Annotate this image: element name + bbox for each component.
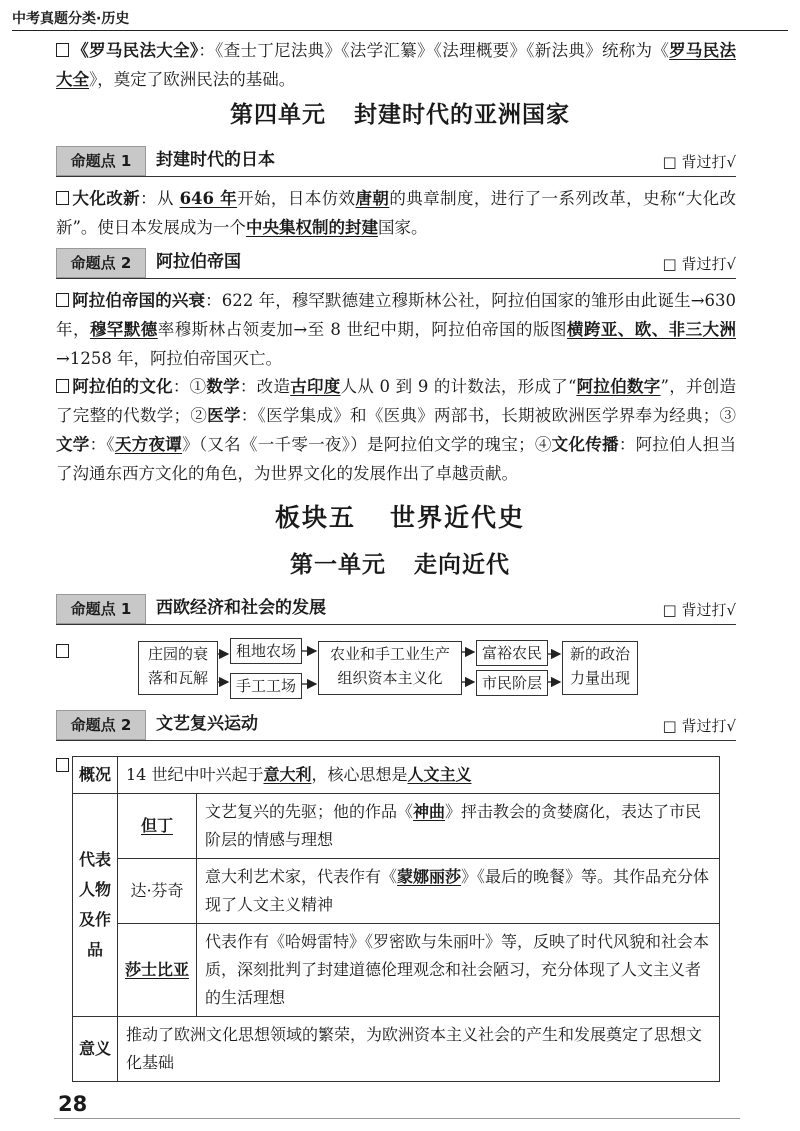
meaning-label: 意义 — [73, 1017, 118, 1082]
table-row — [73, 1017, 720, 1082]
flow-box-workshop: 手工工场 — [230, 673, 302, 699]
topic-bar-renaissance — [56, 710, 736, 741]
running-header: 中考真题分类·历史 — [12, 11, 130, 27]
flow-box-rich-peasants: 富裕农民 — [476, 640, 548, 666]
checkbox-icon[interactable] — [56, 758, 69, 772]
figure-name: 达·芬奇 — [118, 859, 197, 924]
unit-1-title: 第一单元 走向近代 — [290, 552, 510, 578]
table-row — [73, 757, 720, 794]
roman-law-paragraph: 《罗马民法大全》：《查士丁尼法典》《法学汇纂》《法理概要》《新法典》统称为《罗马民法大全》，奠定了欧洲民法的基础。 — [56, 41, 737, 89]
page-number: 28 — [58, 1092, 88, 1116]
topic-label: 命题点 1 — [56, 594, 146, 624]
flow-box-leased-farm: 租地农场 — [230, 638, 302, 664]
topic-title: 西欧经济和社会的发展 — [156, 598, 326, 618]
flow-box-manor-decline: 庄园的衰 落和瓦解 — [138, 641, 218, 695]
topic-title: 阿拉伯帝国 — [156, 252, 241, 272]
unit-4-title: 第四单元 封建时代的亚洲国家 — [230, 102, 570, 128]
table-row — [73, 794, 720, 859]
figure-description: 意大利艺术家，代表作有《蒙娜丽莎》《最后的晚餐》等。其作品充分体现了人文主义精神 — [197, 859, 720, 924]
topic-label: 命题点 1 — [56, 146, 146, 176]
table-row — [73, 924, 720, 1017]
block-5-title: 板块五 世界近代史 — [274, 503, 526, 532]
table-row — [73, 859, 720, 924]
memorized-checkbox[interactable]: □ 背过打√ — [662, 601, 736, 619]
overview-label: 概况 — [73, 757, 118, 794]
renaissance-table — [72, 756, 720, 1082]
figure-name: 但丁 — [118, 794, 197, 859]
figure-description: 代表作有《哈姆雷特》《罗密欧与朱丽叶》等，反映了时代风貌和社会本质，深刻批判了封建道德伦理观念和社会陋习，充分体现了人文主义者的生活理想 — [197, 924, 720, 1017]
figure-description: 文艺复兴的先驱；他的作品《神曲》抨击教会的贪婪腐化，表达了市民阶层的情感与理想 — [197, 794, 720, 859]
topic-label: 命题点 2 — [56, 248, 146, 278]
topic-label: 命题点 2 — [56, 710, 146, 740]
memorized-checkbox[interactable]: □ 背过打√ — [662, 255, 736, 273]
figures-label: 代表人物及作品 — [73, 794, 118, 1017]
taika-reform-paragraph: 大化改新：从 646 年开始，日本仿效唐朝的典章制度，进行了一系列改革，史称“大化改新”。使日本发展成为一个中央集权制的封建国家。 — [56, 189, 737, 237]
flow-box-citizen-class: 市民阶层 — [476, 670, 548, 696]
footer-divider — [54, 1118, 740, 1119]
memorized-checkbox[interactable]: □ 背过打√ — [662, 153, 736, 171]
arab-culture-paragraph: 阿拉伯的文化：①数学：改造古印度人从 0 到 9 的计数法，形成了“阿拉伯数字”，并创造了完整的代数学；②医学：《医学集成》和《医典》两部书，长期被欧洲医学界奉为经典；③文学：《天方夜谭》（又名《一千零一夜》）是阿拉伯文学的瑰宝；④文化传播：阿拉伯人担当了沟通东西方文化的角色，为世界文化的发展作出了卓越贡献。 — [56, 377, 737, 483]
topic-title: 封建时代的日本 — [156, 150, 275, 170]
arab-rise-paragraph: 阿拉伯帝国的兴衰：622 年，穆罕默德建立穆斯林公社，阿拉伯国家的雏形由此诞生→630 年，穆罕默德率穆斯林占领麦加→至 8 世纪中期，阿拉伯帝国的版图横跨亚、欧、非三大洲→1258 年，阿拉伯帝国灭亡。 — [56, 291, 737, 368]
flow-box-new-political-force: 新的政治 力量出现 — [562, 641, 638, 695]
memorized-checkbox[interactable]: □ 背过打√ — [662, 717, 736, 735]
topic-title: 文艺复兴运动 — [156, 714, 258, 734]
meaning-cell: 推动了欧洲文化思想领域的繁荣，为欧洲资本主义社会的产生和发展奠定了思想文化基础 — [118, 1017, 720, 1082]
figure-name: 莎士比亚 — [118, 924, 197, 1017]
overview-cell: 14 世纪中叶兴起于意大利，核心思想是人文主义 — [118, 757, 720, 794]
flow-box-capitalist-production: 农业和手工业生产 组织资本主义化 — [318, 641, 462, 695]
